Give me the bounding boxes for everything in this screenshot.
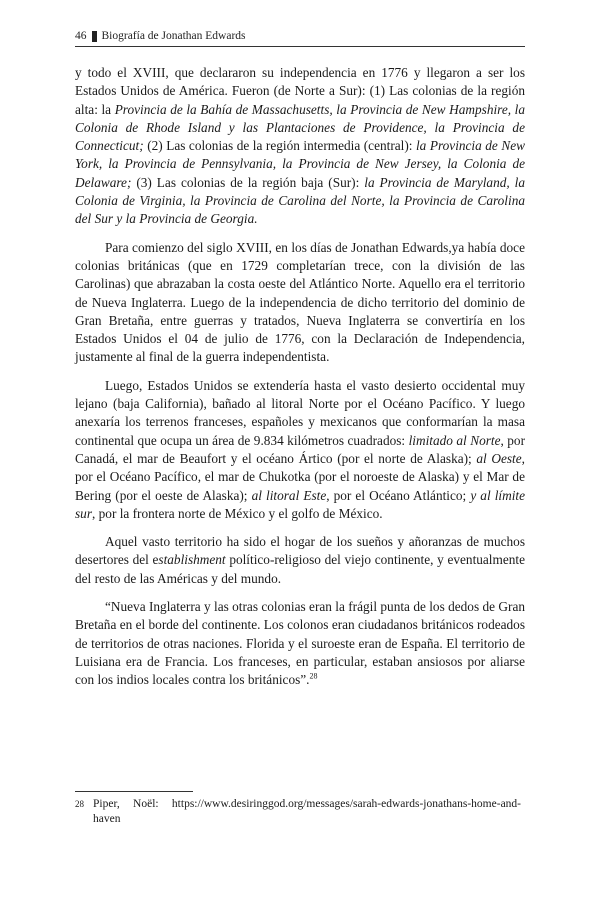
- body-text: [75, 64, 525, 700]
- footnote-reference[interactable]: 28: [309, 671, 318, 681]
- header-separator-bar: [92, 31, 97, 42]
- paragraph-2: Para comienzo del siglo XVIII, en los días de Jonathan Edwards,ya había doce colonias británicas (que en 1729 completarían trece, con la división de las Carolinas) que abrazaban la costa oeste del Atlántico Norte. Aquello era el territorio de Nueva Inglaterra. Luego de la independencia de dicho territorio del dominio de Gran Bretaña, entre guerras y tratados, Nueva Inglaterra se convertiría en los Estados Unidos el 04 de julio de 1776, con la Declaración de Independencia, justamente al final de la guerra independentista.: [75, 239, 525, 365]
- paragraph-4: Aquel vasto territorio ha sido el hogar de los sueños y añoranzas de muchos desertores del establishment político-religioso del viejo continente, y eventualmente del resto de las Américas y del mundo.: [75, 534, 525, 586]
- footnote: [75, 797, 525, 827]
- footnote-rule: [75, 791, 193, 792]
- paragraph-5-quote: “Nueva Inglaterra y las otras colonias eran la frágil punta de los dedos de Gran Bretaña en el borde del continente. Los colonos eran ciudadanos británicos rodeados de territorios de otras naciones. Florida y el suroeste eran de España. El territorio de Luisiana era de Francia. Los franceses, en particular, estaban ansiosos por aliarse con los indios locales contra los británicos”.$^{28}$: [75, 599, 525, 688]
- paragraph-3: Luego, Estados Unidos se extendería hasta el vasto desierto occidental muy lejano (baja California), bañado al litoral Norte por el Océano Pacífico. Y luego anexaría los terrenos franceses, españoles y mexicanos que conformarían la masa continental que ocupa un área de 9.834 kilómetros cuadrados: limitado al Norte, por Canadá, el mar de Beaufort y el océano Ártico (por el norte de Alaska); al Oeste, por el Océano Pacífico, el mar de Chukotka (por el noroeste de Alaska) y el Mar de Bering (por el oeste de Alaska); al litoral Este, por el Océano Atlántico; y al límite sur, por la frontera norte de México y el golfo de México.: [75, 377, 525, 521]
- header-rule: [75, 46, 525, 47]
- footnote-number: 28: [75, 799, 84, 809]
- colonies-lower-list: la Provincia de Maryland, la Colonia de Virginia, la Provincia de Carolina del Norte, la Provincia de Carolina del Sur y la Provincia de Georgia.: [75, 174, 525, 227]
- running-header: [75, 29, 525, 43]
- colonies-upper-list: Provincia de la Bahía de Massachusetts, la Provincia de New Hampshire, la Colonia de Rhode Island y las Plantaciones de Providence, la Provincia de Connecticut;: [75, 101, 526, 154]
- paragraph-1: y todo el XVIII, que declararon su independencia en 1776 y llegaron a ser los Estados Unidos de América. Fueron (de Norte a Sur): (1) Las colonias de la región alta: la Provincia de la Bahía de Massachusetts, la Provincia de New Hampshire, la Colonia de Rhode Island y las Plantaciones de Providence, la Provincia de Connecticut; (2) Las colonias de la región intermedia (central): la Provincia de New York, la Provincia de Pennsylvania, la Provincia de New Jersey, la Colonia de Delaware; (3) Las colonias de la región baja (Sur): la Provincia de Maryland, la Colonia de Virginia, la Provincia de Carolina del Norte, la Provincia de Carolina del Sur y la Provincia de Georgia.: [75, 65, 526, 227]
- page-number: 46: [75, 30, 87, 42]
- footnote-text: Piper, Noël: https://www.desiringgod.org/messages/sarah-edwards-jonathans-home-and-haven: [93, 798, 521, 825]
- colonies-middle-list: la Provincia de New York, la Provincia de Pennsylvania, la Provincia de New Jersey, la Colonia de Delaware;: [75, 138, 525, 190]
- running-title: Biografía de Jonathan Edwards: [101, 30, 246, 42]
